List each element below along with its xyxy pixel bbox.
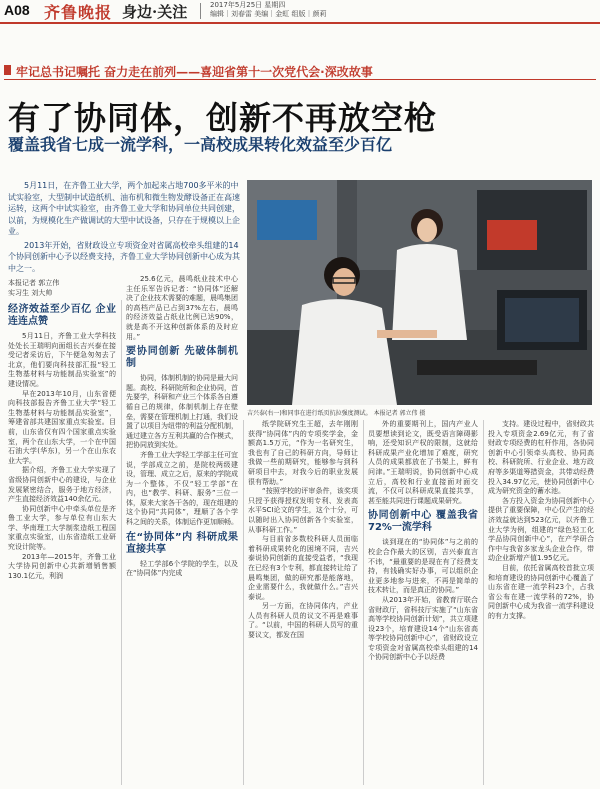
headline: 有了协同体，创新不再放空枪	[8, 99, 438, 137]
column-rule	[363, 420, 364, 785]
article-column-2	[126, 275, 238, 785]
topic-banner	[4, 63, 596, 80]
body-paragraph: 协同，体制机制的协同是最大问题。高校、科研院所和企业协同，首先要学，科研和产业三个体系各自遵循自己的规律，体制机制上存在壁垒，需要在管理机制上打通，我们设置了以项目为纽带的利益分配机制，通过建立各方互利共赢的合作模式，把协同放到实处。	[126, 374, 238, 450]
body-paragraph: 2013年—2015年，齐鲁工业大学协同创新中心共新增销售额130.1亿元，利润	[8, 552, 116, 580]
news-photo	[247, 180, 592, 405]
editor-credits: 编辑｜刘春雷 美编｜金虹 组版｜颜莉	[210, 10, 327, 18]
issue-date: 2017年5月25日 星期四	[210, 1, 286, 9]
photo-caption: 吉兴泰(右一)和同事在进行纸页抗拉强度测试。 本报记者 郭立伟 摄	[247, 410, 426, 417]
lab-photo-illustration	[247, 180, 592, 405]
lead-paragraph: 5月11日，在齐鲁工业大学，两个加起来占地700多平米的中试实验室，大型制中试造纸机、油布机和微生物发酵设备正在高速运转，这两个中试实验室，由齐鲁工业大学和协同单位共同创建，以前，为规模化生产做调试的大型中试设备，只存在于规模以上企业。	[8, 181, 240, 236]
column-rule	[483, 420, 484, 785]
masthead-meta	[210, 1, 326, 19]
body-paragraph: 据介绍，齐鲁工业大学实现了省级协同创新中心的建设，与企业发展紧密结合，服务于地方经济，产生直接经济效益140余亿元。	[8, 466, 116, 504]
body-paragraph: 谈到现在的“协同体”与之前的校企合作最大的区别，吉兴泰直言不讳，“最重要的是现在有了经费支持，有钱确实好办事，可以组织企业更多地参与进来，不再是简单的技术转让，而是真正的协同。”	[368, 538, 478, 595]
body-paragraph: 从2013年开始，省教育厅联合省财政厅，省科技厅实施了“山东省高等学校协同创新计划”，共立项建设23个，培育建设14个“山东省高等学校协同创新中心”，省财政设立专项资金对省属高校牵头组建的14个协同创新中心予以经费	[368, 595, 478, 662]
body-paragraph: 25.6亿元，晨鸣纸业技术中心主任乐军告诉记者：“协同体”还解决了企业技术需要的难题，晨鸣集团的高档产品已占到37%左右，晨鸣的经济效益占纸业比例已达90%，就是高不开这种创新体系的及时应用。”	[126, 275, 238, 341]
column-rule	[121, 300, 122, 785]
page-number: A08	[4, 2, 30, 18]
lead-paragraph: 2013年开始，省财政设立专项资金对省属高校牵头组建的14个协同创新中心予以经费支持，齐鲁工业大学协同创新中心成为其中之一。	[8, 240, 240, 273]
body-paragraph: 外的重要期刊上，国内产业人员要想读到论文，既受语言障碍影响，还受知识产权的限制，这就给科研成果产业化增加了难度，研究人员的成果都放在了书架上，鲜有问津。”王瑞明说，协同创新中心成立后，高校和行业直接面对面交流，不仅可以科研成果直接共享，甚至能共同进行课题成果研究。	[368, 420, 478, 505]
column-heading: 要协同创新 先破体制机制	[126, 346, 238, 370]
body-paragraph: “按照学校的评审条件，该奖项只授予获得授权发明专利、发表高水平SCI论文的学生，这个十分，可以随时出入协同创新各个实验室，从事科研工作。”	[248, 487, 358, 534]
body-paragraph: 支持。建设过程中，省财政共投入专项资金2.69亿元，有了省财政专项经费的杠杆作用，各协同创新中心引领牵头高校、协同高校、科研院所、行业企业、地方政府等多渠道筹措资金，共带动经费投入34.97亿元，使协同创新中心成为研究资金的蓄水池。	[488, 420, 594, 496]
masthead-divider	[200, 3, 201, 19]
newspaper-logo: 齐鲁晚报	[44, 3, 113, 22]
article-column-5	[488, 420, 594, 785]
body-paragraph: 早在2013年10月，山东省便向科技部报告齐鲁工业大学“轻工生物基材料与功能制品实验室”，筹建省部共建国家重点实验室。目前，山东省仅有四个国家重点实验室，两个在山东大学，一个在中国石油大学(华东)，另一个在山东农业大学。	[8, 389, 116, 465]
subheadline: 覆盖我省七成一流学科，一高校成果转化效益至少百亿	[8, 135, 393, 154]
body-paragraph: 与目前省多数校科研人员面临着科研成果转化的困境不同，吉兴泰说协同创新的直接受益者，“我现在已经有3个专利，都直接转让给了晨鸣集团，做的研究都是能落地，企业需要什么，我就做什么。”吉兴泰说。	[248, 535, 358, 601]
column-rule	[243, 420, 244, 785]
banner-marker	[4, 65, 11, 75]
column-heading: 经济效益至少百亿 企业连连点赞	[8, 304, 116, 327]
body-paragraph: 纸学院研究生王超，去年刚刚获得“协同体”内的专项奖学金，金额高1.5万元，“作为一名研究生，我也有了自己的科研方向，导师让我做一些前期研究，能够参与到科研项目中去，对我今后的职业发展很有帮助。”	[248, 420, 358, 486]
article-column-4	[368, 420, 478, 785]
article-column-3	[248, 420, 358, 785]
byline	[8, 278, 59, 298]
body-paragraph: 轻工学部6个学院的学生，以及在“协同体”内完成	[126, 559, 238, 578]
byline-intern: 实习生 刘大帅	[8, 289, 53, 297]
body-paragraph: 另一方面，在协同体内，产业人员有科研人员的议文不再是难事了。“以前，中国的科研人员写的重要议文，都发在国	[248, 602, 358, 640]
article-column-1	[8, 300, 116, 785]
lead-paragraphs	[8, 180, 240, 276]
body-paragraph: 齐鲁工业大学轻工学部主任可宜说，学部成立之前，是院校两级建设，管理、成立之后，原来的学院成为一个整体，不仅“轻工学部”在内，也“教学、科研、服务”三位一体，原来大家各干各的，现在组建的这个协同“共同体”，理顺了各个学科之间的关系，体制运作更加顺畅。	[126, 450, 238, 527]
body-paragraph: 各方投入资金为协同创新中心提供了重要保障，中心仅产生的经济效益就达到523亿元，以齐鲁工业大学为例，组建的“绿色轻工化学品协同创新中心”，在产学研合作中与我省多家龙头企业合作，带动企业新增产值1.95亿元。	[488, 496, 594, 563]
column-heading: 协同创新中心 覆盖我省72%一流学科	[368, 510, 478, 534]
body-paragraph: 协同创新中心中牵头单位是齐鲁工业大学，参与单位有山东大学、华南理工大学制浆造纸工程国家重点实验室，山东省造纸工业研究设计院等。	[8, 504, 116, 552]
byline-reporter: 本报记者 郭立伟	[8, 279, 60, 287]
column-heading: 在“协同体”内 科研成果直接共享	[126, 531, 238, 555]
masthead	[0, 0, 600, 24]
section-title: 身边·关注	[122, 3, 188, 21]
banner-text: 牢记总书记嘱托 奋力走在前列——喜迎省第十一次党代会·深改故事	[16, 65, 373, 79]
body-paragraph: 5月11日，齐鲁工业大学科技处处长王瑞明向面组长吉兴泰在接受记者采访后，下午便急匆匆去了北京，他们要向科技部汇报“轻工生物基材料与功能制品实验室”的建设情况。	[8, 332, 116, 388]
body-paragraph: 目前，依托省属高校首批立项和培育建设的协同创新中心覆盖了山东省在建一流学科23个，占我省公布在建一流学科的72%，协同创新中心成为我省一流学科建设的有力支撑。	[488, 563, 594, 620]
